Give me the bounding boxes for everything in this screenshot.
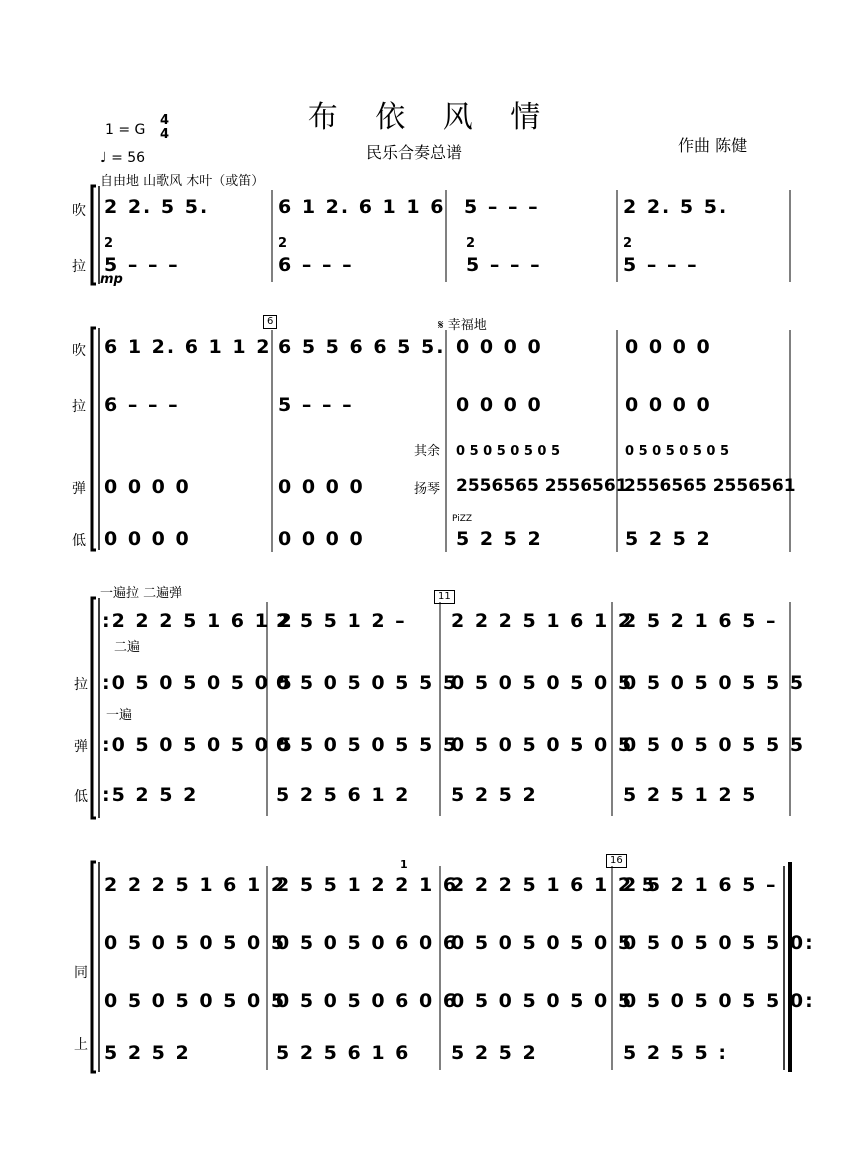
pizz-marking: PiZZ xyxy=(452,514,473,524)
s3-row1-m1: :2 2 2 5 1 6 1 2 xyxy=(102,610,294,632)
s1-row1-m2: 6 1 2. 6 1 1 6 xyxy=(278,196,446,218)
s4-row3-m4: 0 5 0 5 0 5 5 0: xyxy=(623,990,815,1012)
s2-row2-m1: 6 – – – xyxy=(104,394,180,416)
s1-row1-m3: 5 – – – xyxy=(464,196,540,218)
s4-row3-m1: 0 5 0 5 0 5 0 5 xyxy=(104,990,287,1012)
section-marking: 𝄋 幸福地 xyxy=(438,318,487,333)
s4-row4-m2: 5 2 5 6 1 6 xyxy=(276,1042,411,1064)
system1-bracket xyxy=(92,186,96,284)
s2-row3-m4: 2556565 2556561 xyxy=(624,476,796,496)
s4-row3-m3: 0 5 0 5 0 5 0 5 xyxy=(451,990,634,1012)
s4-row1-m2: 2 5 5 1 2 2 1 6 xyxy=(276,874,459,896)
s3-row3-m3: 0 5 0 5 0 5 0 5 xyxy=(451,734,634,756)
part-label-di: 低 xyxy=(74,789,88,805)
s2-row2-m2: 5 – – – xyxy=(278,394,354,416)
s4-row4-m3: 5 2 5 2 xyxy=(451,1042,538,1064)
side-label-qiyu: 其余 xyxy=(414,444,441,459)
rehearsal-mark: 16 xyxy=(606,854,627,868)
part-label-tan: 弹 xyxy=(74,739,88,755)
side-label-yangqin: 扬琴 xyxy=(414,482,441,497)
s3-row4-m1: :5 2 5 2 xyxy=(102,784,199,806)
part-label-shang: 上 xyxy=(74,1037,88,1053)
s3-row3-m4: 0 5 0 5 0 5 5 5 xyxy=(623,734,806,756)
time-signature-bottom: 4 xyxy=(160,127,170,142)
tempo-value: = 56 xyxy=(111,150,146,166)
s4-row3-m2: 0 5 0 5 0 6 0 6 xyxy=(276,990,459,1012)
s4-row1-m4: 2 5 2 1 6 5 – : xyxy=(623,874,796,896)
s4-row4-m4: 5 2 5 5 : xyxy=(623,1042,728,1064)
s1-row2-m3: 5 – – – xyxy=(466,254,542,276)
part-label-di: 低 xyxy=(72,533,86,549)
s3-row1-m3: 2 2 2 5 1 6 1 2 xyxy=(451,610,634,632)
s1-row1-m1: 2 2. 5 5. xyxy=(104,196,210,218)
s3-row4-m4: 5 2 5 1 2 5 xyxy=(623,784,758,806)
s3-row4-m3: 5 2 5 2 xyxy=(451,784,538,806)
rehearsal-mark: 11 xyxy=(434,590,455,604)
s1-row2-m1: 5 – – – xyxy=(104,254,180,276)
s3-row2-m1: :0 5 0 5 0 5 0 5 xyxy=(102,672,294,694)
part-label-chui: 吹 xyxy=(72,343,86,359)
part-label-la: 拉 xyxy=(72,259,86,275)
repeat-mark-first: 一遍 xyxy=(106,708,133,723)
s2-row4-m1: 0 0 0 0 xyxy=(104,528,191,550)
s1-row2-m2: 6 – – – xyxy=(278,254,354,276)
s1-row2-m4: 5 – – – xyxy=(623,254,699,276)
grace-note: 1 xyxy=(400,858,408,871)
s1-row1-m4: 2 2. 5 5. xyxy=(623,196,729,218)
s2-row4-m2: 0 0 0 0 xyxy=(278,528,365,550)
quarter-note-icon: ♩ xyxy=(100,150,107,166)
key-signature: 1 = G xyxy=(105,122,146,138)
trem-mark: 2 xyxy=(278,236,288,251)
system4-bracket xyxy=(92,862,96,1072)
score-subtitle: 民乐合奏总谱 xyxy=(366,143,463,162)
rehearsal-mark: 6 xyxy=(263,315,277,329)
trem-mark: 2 xyxy=(104,236,114,251)
s4-row1-m1: 2 2 2 5 1 6 1 2 xyxy=(104,874,287,896)
s4-row2-m3: 0 5 0 5 0 5 0 5 xyxy=(451,932,634,954)
composer-credit: 作曲 陈健 xyxy=(678,136,748,155)
part-label-tan: 弹 xyxy=(72,481,86,497)
s2-row3-m1: 0 0 0 0 xyxy=(104,476,191,498)
s2-row1-m4: 0 0 0 0 xyxy=(625,336,712,358)
s3-row3-m2: 0 5 0 5 0 5 5 5 xyxy=(276,734,459,756)
s3-row2-m4: 0 5 0 5 0 5 5 5 xyxy=(623,672,806,694)
s3-row2-m3: 0 5 0 5 0 5 0 5 xyxy=(451,672,634,694)
s2-upper-m4: 0 5 0 5 0 5 0 5 xyxy=(625,444,730,459)
s3-row4-m2: 5 2 5 6 1 2 xyxy=(276,784,411,806)
s4-row1-m3: 2 2 2 5 1 6 1 2 5 xyxy=(451,874,657,896)
score-title: 布 依 风 情 xyxy=(307,100,555,135)
system2-bracket xyxy=(92,328,96,550)
trem-mark: 2 xyxy=(466,236,476,251)
part-label-tong: 同 xyxy=(74,965,88,981)
s3-row1-m4: 2 5 2 1 6 5 – xyxy=(623,610,778,632)
system3-direction: 一遍拉 二遍弹 xyxy=(100,586,183,601)
part-label-la: 拉 xyxy=(72,399,86,415)
s2-row3-m3: 2556565 2556561 xyxy=(456,476,628,496)
s2-row2-m3: 0 0 0 0 xyxy=(456,394,543,416)
s4-row2-m4: 0 5 0 5 0 5 5 0: xyxy=(623,932,815,954)
s4-row4-m1: 5 2 5 2 xyxy=(104,1042,191,1064)
part-label-chui: 吹 xyxy=(72,203,86,219)
s2-upper-m3: 0 5 0 5 0 5 0 5 xyxy=(456,444,561,459)
repeat-mark-second: 二遍 xyxy=(114,640,141,655)
dynamic-marking: mp xyxy=(100,272,123,287)
time-signature-top: 4 xyxy=(160,113,170,128)
s3-row3-m1: :0 5 0 5 0 5 0 5 xyxy=(102,734,294,756)
trem-mark: 2 xyxy=(623,236,633,251)
s4-row2-m1: 0 5 0 5 0 5 0 5 xyxy=(104,932,287,954)
s2-row4-m4: 5 2 5 2 xyxy=(625,528,712,550)
system1-direction: 自由地 山歌风 木叶（或笛） xyxy=(100,174,265,189)
s4-row2-m2: 0 5 0 5 0 6 0 6 xyxy=(276,932,459,954)
system3-bracket xyxy=(92,598,96,818)
s2-row1-m2: 6 5 5 6 6 5 5. xyxy=(278,336,446,358)
s2-row2-m4: 0 0 0 0 xyxy=(625,394,712,416)
part-label-la: 拉 xyxy=(74,677,88,693)
s2-row1-m1: 6 1 2. 6 1 1 2 xyxy=(104,336,272,358)
s2-row3-m2: 0 0 0 0 xyxy=(278,476,365,498)
s3-row2-m2: 0 5 0 5 0 5 5 5 xyxy=(276,672,459,694)
s3-row1-m2: 2 5 5 1 2 – xyxy=(276,610,407,632)
s2-row1-m3: 0 0 0 0 xyxy=(456,336,543,358)
s2-row4-m3: 5 2 5 2 xyxy=(456,528,543,550)
